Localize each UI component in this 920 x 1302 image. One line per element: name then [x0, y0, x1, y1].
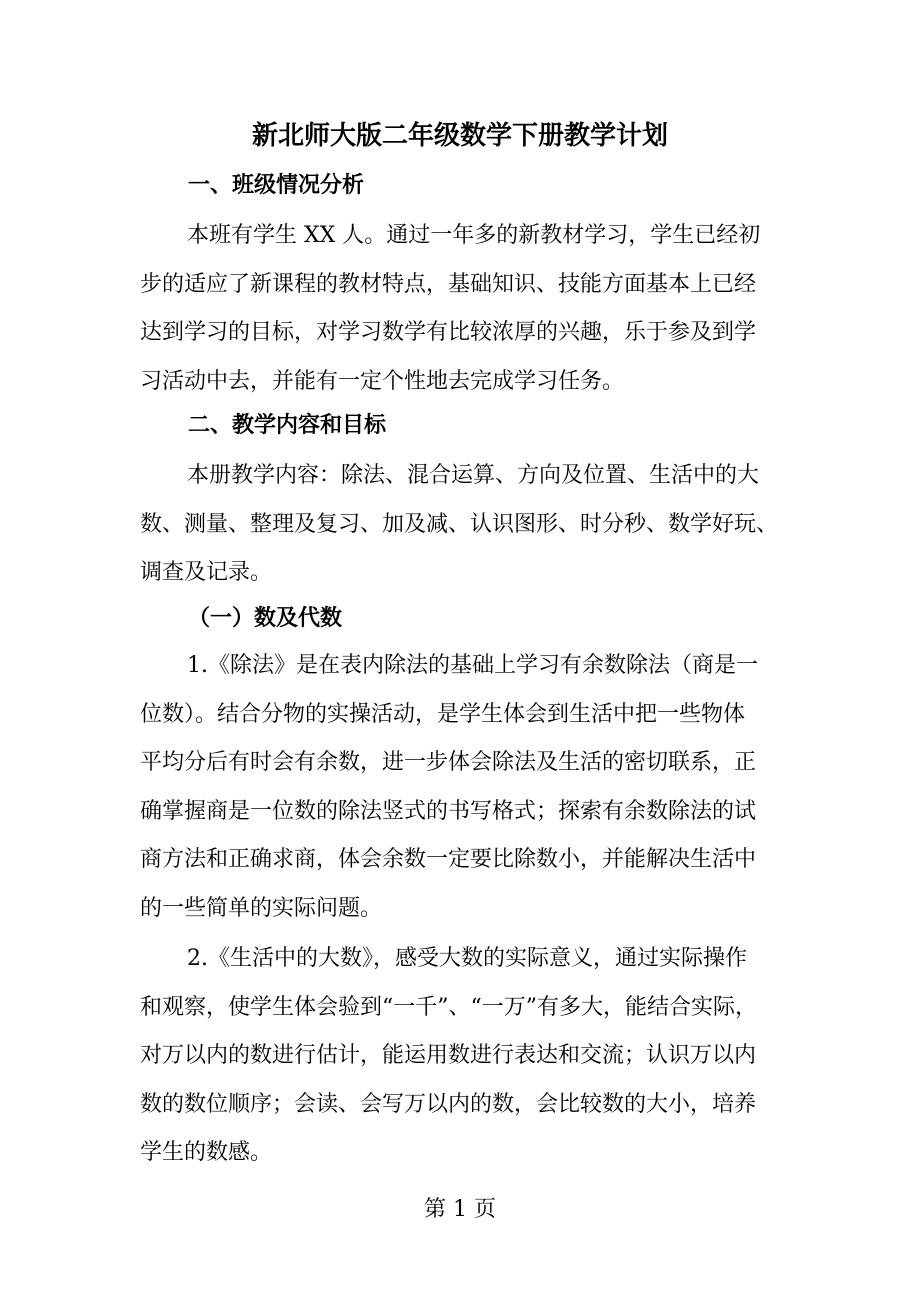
paragraph-content	[140, 452, 785, 598]
paragraph-line: 平均分后有时会有余数，进一步体会除法及生活的密切联系，正	[140, 750, 757, 776]
section-heading-content-goals: 二、教学内容和目标	[188, 413, 387, 438]
page-number: 第 1 页	[424, 1197, 496, 1222]
subheading-numbers-algebra: （一）数及代数	[188, 605, 343, 631]
paragraph-line: 数的数位顺序；会读、会写万以内的数，会比较数的大小，培养	[140, 1091, 757, 1117]
paragraph-line: 对万以内的数进行估计，能运用数进行表达和交流；认识万以内	[140, 1043, 757, 1069]
paragraph-line: 调查及记录。	[140, 560, 273, 586]
paragraph-class-analysis	[140, 212, 785, 406]
paragraph-line: 的一些简单的实际问题。	[140, 895, 383, 921]
paragraph-line: 步的适应了新课程的教材特点，基础知识、技能方面基本上已经	[140, 271, 757, 297]
paragraph-line: 数、测量、整理及复习、加及减、认识图形、时分秒、数学好玩、	[140, 511, 779, 537]
paragraph-line: 和观察，使学生体会验到“一千”、“一万”有多大，能结合实际，	[140, 994, 757, 1020]
paragraph-division	[140, 642, 785, 934]
paragraph-line: 商方法和正确求商，体会余数一定要比除数小，并能解决生活中	[140, 847, 757, 873]
paragraph-line: 习活动中去，并能有一定个性地去完成学习任务。	[140, 368, 625, 394]
paragraph-large-numbers	[140, 935, 785, 1178]
paragraph-line: 本班有学生 XX 人。通过一年多的新教材学习，学生已经初	[187, 223, 761, 248]
document-title: 新北师大版二年级数学下册教学计划	[251, 121, 668, 151]
paragraph-line: 本册教学内容：除法、混合运算、方向及位置、生活中的大	[187, 463, 760, 488]
section-heading-class-analysis: 一、班级情况分析	[188, 173, 365, 198]
paragraph-line: 达到学习的目标，对学习数学有比较浓厚的兴趣，乐于参及到学	[140, 320, 757, 346]
paragraph-line: 位数）。结合分物的实操活动，是学生体会到生活中把一些物体	[140, 701, 746, 727]
paragraph-line: 2.《生活中的大数》，感受大数的实际意义，通过实际操作	[187, 946, 747, 971]
paragraph-line: 学生的数感。	[140, 1140, 273, 1166]
paragraph-line: 1.《除法》是在表内除法的基础上学习有余数除法（商是一	[187, 653, 758, 678]
paragraph-line: 确掌握商是一位数的除法竖式的书写格式；探索有余数除法的试	[140, 798, 757, 824]
